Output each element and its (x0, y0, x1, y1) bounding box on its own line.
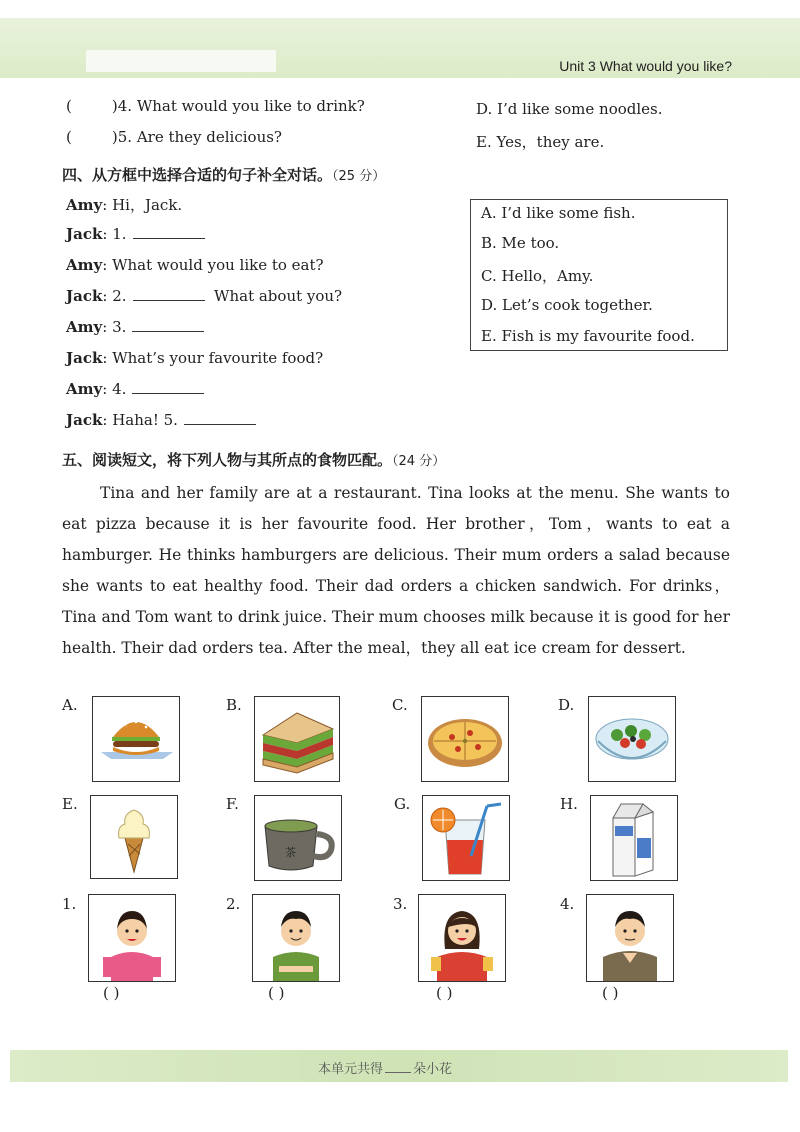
answer-paren-1[interactable]: ( ) (103, 984, 120, 1002)
section5-title: 五、阅读短文，将下列人物与其所点的食物匹配。（24 分） (62, 451, 446, 469)
answer-blank-1[interactable] (133, 226, 205, 239)
option-c: C. Hello，Amy. (481, 267, 594, 285)
dialogue-line-3: Amy: What would you like to eat? (66, 256, 324, 274)
dialogue-line-7: Amy: 4. (66, 380, 204, 398)
prev-question-5: ( )5. Are they delicious? (66, 128, 282, 146)
dialogue-line-1: Amy: Hi，Jack. (66, 196, 183, 214)
prev-option-d: D. I’d like some noodles. (476, 100, 663, 118)
hamburger-icon (92, 696, 180, 782)
answer-paren-2[interactable]: ( ) (268, 984, 285, 1002)
footer-flower-count: 本单元共得 朵小花 (318, 1062, 453, 1077)
person-number-4: 4. (560, 895, 575, 913)
answer-blank-2[interactable] (133, 288, 205, 301)
svg-text:茶: 茶 (285, 846, 296, 859)
dad-icon (586, 894, 674, 982)
option-a: A. I’d like some fish. (481, 204, 636, 222)
answer-blank-3[interactable] (132, 319, 204, 332)
options-box (470, 199, 728, 351)
food-label-f: F. (226, 795, 239, 813)
food-label-e: E. (62, 795, 78, 813)
juice-icon (422, 795, 510, 881)
answer-blank-5[interactable] (184, 412, 256, 425)
answer-blank-4[interactable] (132, 381, 204, 394)
option-e: E. Fish is my favourite food. (481, 327, 695, 345)
dialogue-line-6: Jack: What’s your favourite food? (66, 349, 324, 367)
person-number-1: 1. (62, 895, 77, 913)
tea-cup-icon (254, 795, 342, 881)
person-number-3: 3. (393, 895, 408, 913)
prev-option-e: E. Yes，they are. (476, 133, 605, 151)
ice-cream-icon (90, 795, 178, 879)
person-number-2: 2. (226, 895, 241, 913)
dialogue-line-8: Jack: Haha! 5. (66, 411, 256, 429)
reading-passage: Tina and her family are at a restaurant. Tina looks at the menu. She wants to eat pizza because it is her favourite food. Her brother，Tom，wants to eat a hamburger. He thinks hamburgers are delicious. Their mum orders a salad because she wants to eat healthy food. Their dad orders a chicken sandwich. For drinks，Tina and Tom want to drink juice. Their mum chooses milk because it is good for her health. Their dad orders tea. After the meal，they all eat ice cream for dessert. (62, 484, 730, 657)
food-label-g: G. (394, 795, 411, 813)
flower-count-blank[interactable] (385, 1072, 411, 1073)
option-d: D. Let’s cook together. (481, 296, 653, 314)
food-label-h: H. (560, 795, 578, 813)
prev-question-4: ( )4. What would you like to drink? (66, 97, 365, 115)
dialogue-line-2: Jack: 1. (66, 225, 205, 243)
milk-carton-icon (590, 795, 678, 881)
food-label-c: C. (392, 696, 408, 714)
sandwich-icon (254, 696, 340, 782)
dialogue-line-4: Jack: 2. What about you? (66, 287, 343, 305)
food-label-d: D. (558, 696, 575, 714)
food-label-a: A. (62, 696, 78, 714)
food-label-b: B. (226, 696, 242, 714)
answer-paren-4[interactable]: ( ) (602, 984, 619, 1002)
boy-icon (252, 894, 340, 982)
salad-icon (588, 696, 676, 782)
mum-icon (418, 894, 506, 982)
option-b: B. Me too. (481, 234, 560, 252)
dialogue-line-5: Amy: 3. (66, 318, 204, 336)
unit-title: Unit 3 What would you like? (559, 58, 732, 74)
pizza-icon (421, 696, 509, 782)
section4-title: 四、从方框中选择合适的句子补全对话。（25 分） (62, 166, 386, 184)
girl-icon (88, 894, 176, 982)
answer-paren-3[interactable]: ( ) (436, 984, 453, 1002)
